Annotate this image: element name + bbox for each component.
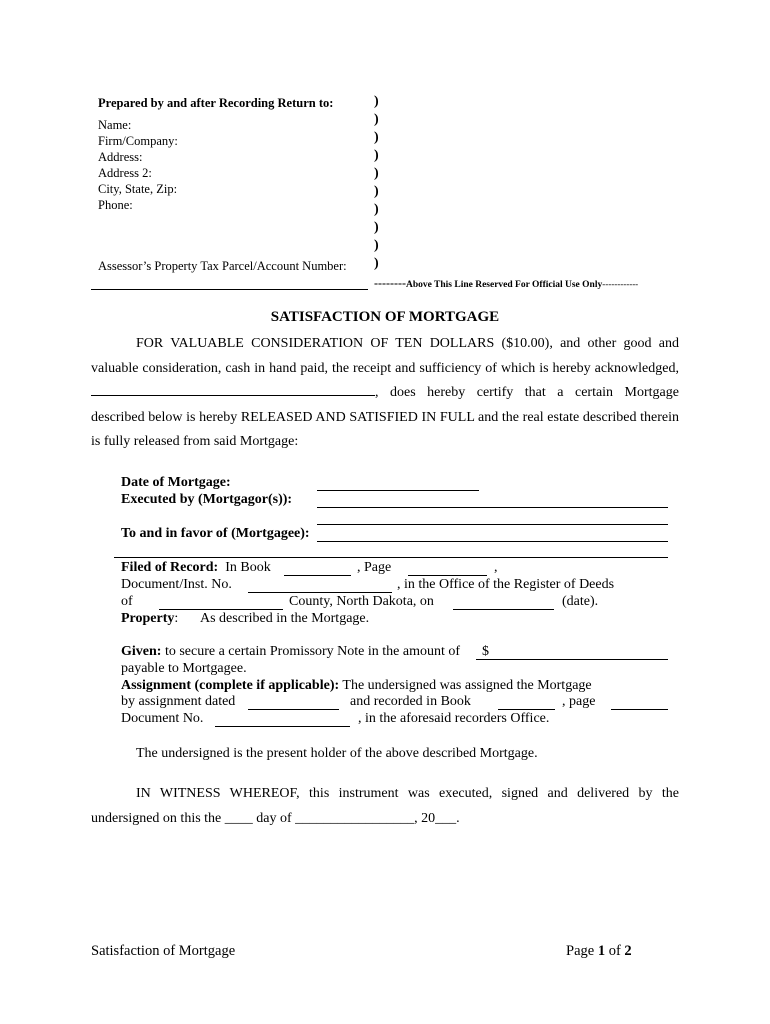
date-paren-text: (date).	[562, 594, 599, 609]
assignment-row	[121, 678, 592, 694]
of-word: of	[608, 943, 621, 959]
page-label: , Page	[357, 560, 392, 575]
consideration-paragraph	[91, 332, 679, 455]
page-number: 1	[597, 943, 606, 959]
doc-inst-label: Document/Inst. No.	[121, 577, 232, 592]
reserved-text: Above This Line Reserved For Official Use Only	[405, 280, 603, 290]
recorded-date-field[interactable]	[453, 609, 554, 610]
aforesaid-text: , in the aforesaid recorders Office.	[358, 711, 550, 726]
city-state-zip-label: City, State, Zip:	[98, 182, 178, 196]
filed-of-record-label: Filed of Record:	[121, 560, 219, 575]
page-word: Page	[566, 943, 595, 959]
property-colon: :	[174, 611, 179, 626]
assignment-page-field[interactable]	[611, 709, 668, 710]
recorded-book-label: and recorded in Book	[350, 694, 471, 709]
register-of-deeds-text: , in the Office of the Register of Deeds	[397, 577, 615, 592]
document-no-label: Document No.	[121, 711, 204, 726]
reserved-dashes: --------	[374, 276, 406, 290]
page-field[interactable]	[408, 575, 487, 576]
phone-label: Phone:	[98, 198, 133, 212]
document-title: SATISFACTION OF MORTGAGE	[270, 309, 500, 325]
paren: )	[374, 166, 379, 181]
comma-text: ,	[494, 560, 498, 575]
release-text: , does hereby certify that a certain Mortgage described below is hereby RELEASED AND SATISFIED IN FULL and the real estate described therein is fully released from said Mortgage:	[91, 385, 679, 449]
by-assignment-label: by assignment dated	[121, 694, 236, 709]
reserved-line-notice	[374, 276, 638, 291]
given-label: Given:	[121, 644, 162, 659]
property-text: As described in the Mortgage.	[200, 611, 370, 626]
assignment-text: The undersigned was assigned the Mortgage	[342, 678, 592, 693]
mortgagee-field-2[interactable]	[114, 557, 668, 558]
document-no-field[interactable]	[215, 726, 350, 727]
mortgagee-label: To and in favor of (Mortgagee):	[121, 526, 310, 541]
paren: )	[374, 256, 379, 271]
address2-label: Address 2:	[98, 166, 152, 180]
paren: )	[374, 220, 379, 235]
property-row	[121, 611, 178, 627]
mortgagor-field[interactable]	[317, 507, 668, 508]
dollar-sign: $	[482, 644, 489, 659]
date-of-mortgage-label: Date of Mortgage:	[121, 475, 231, 490]
consideration-text: FOR VALUABLE CONSIDERATION OF TEN DOLLARS ($10.00), and other good and valuable consideration, cash in hand paid, the receipt and sufficiency of which is hereby acknowledged,	[91, 336, 679, 376]
assignment-page-label: , page	[562, 694, 596, 709]
paren: )	[374, 184, 379, 199]
county-field[interactable]	[159, 609, 283, 610]
name-label: Name:	[98, 118, 132, 132]
property-label: Property	[121, 611, 175, 626]
address-label: Address:	[98, 150, 143, 164]
paren: )	[374, 94, 379, 109]
given-row	[121, 644, 460, 660]
reserved-tail: ------------	[602, 279, 639, 289]
firm-label: Firm/Company:	[98, 134, 178, 148]
assignment-date-field[interactable]	[248, 709, 339, 710]
parcel-number-line[interactable]	[91, 289, 368, 290]
paren: )	[374, 148, 379, 163]
paren: )	[374, 202, 379, 217]
assignment-book-field[interactable]	[498, 709, 555, 710]
prepared-by-label: Prepared by and after Recording Return to:	[98, 96, 334, 110]
filed-of-record-row	[121, 560, 271, 576]
grantor-name-field[interactable]	[91, 382, 375, 396]
in-book-label: In Book	[225, 560, 271, 575]
paren: )	[374, 238, 379, 253]
paren: )	[374, 112, 379, 127]
mortgagee-field[interactable]	[317, 541, 668, 542]
doc-inst-field[interactable]	[248, 592, 392, 593]
of-label: of	[121, 594, 133, 609]
payable-text: payable to Mortgagee.	[121, 661, 247, 676]
parcel-number-label: Assessor’s Property Tax Parcel/Account Number:	[98, 259, 347, 273]
page-total: 2	[624, 943, 632, 959]
note-amount-field[interactable]	[476, 659, 668, 660]
county-text: County, North Dakota, on	[289, 594, 434, 609]
paren: )	[374, 130, 379, 145]
mortgagor-field-2[interactable]	[317, 524, 668, 525]
page-indicator	[566, 943, 632, 960]
book-field[interactable]	[284, 575, 351, 576]
assignment-label: Assignment (complete if applicable):	[121, 678, 340, 693]
given-text: to secure a certain Promissory Note in the amount of	[164, 644, 461, 659]
date-of-mortgage-field[interactable]	[317, 490, 479, 491]
executed-by-label: Executed by (Mortgagor(s)):	[121, 492, 293, 507]
witness-paragraph: IN WITNESS WHEREOF, this instrument was executed, signed and delivered by the undersigned on this the ____ day of _________________, 20___.	[91, 786, 679, 826]
footer-title: Satisfaction of Mortgage	[91, 943, 236, 959]
holder-statement: The undersigned is the present holder of the above described Mortgage.	[136, 746, 538, 761]
